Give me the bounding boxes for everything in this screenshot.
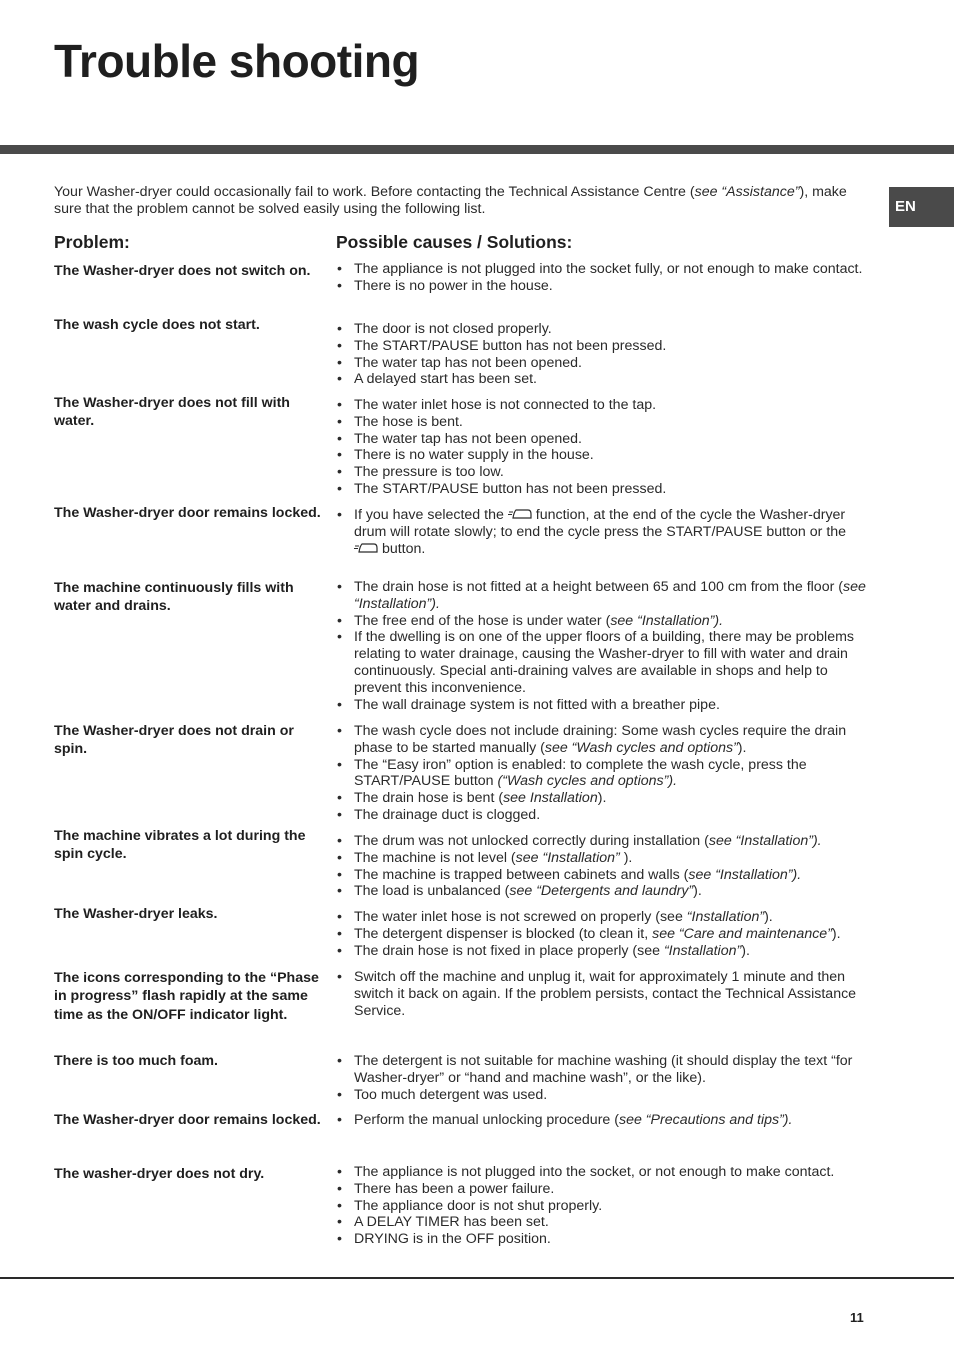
- solution-text: ).: [619, 849, 633, 866]
- solution-item: [336, 579, 872, 613]
- solution-text: The START/PAUSE button has not been pressed.: [354, 480, 667, 497]
- solution-item: [336, 261, 872, 278]
- problem-text: The Washer-dryer does not switch on.: [54, 263, 311, 279]
- intro-text: [54, 184, 854, 218]
- easy-iron-icon: [508, 508, 532, 520]
- solution-text: A delayed start has been set.: [354, 371, 537, 388]
- solution-list: [336, 397, 872, 498]
- solution-item: [336, 909, 872, 926]
- solution-text: The detergent is not suitable for machine washing (it should display the text “for Washer-dryer” or “hand and machine wash”, or the like).: [354, 1053, 853, 1086]
- solution-list: [336, 1053, 872, 1103]
- solution-item: [336, 833, 872, 850]
- solution-text: There is no power in the house.: [354, 277, 553, 294]
- solution-item: [336, 1181, 872, 1198]
- solution-text: button.: [378, 540, 426, 557]
- solution-item: [336, 278, 872, 295]
- solution-item: [336, 1053, 872, 1087]
- problem-text: The machine vibrates a lot during the spin cycle.: [54, 828, 306, 863]
- solution-item: [336, 1231, 872, 1248]
- solution-item: [336, 355, 872, 372]
- solution-text: The hose is bent.: [354, 413, 463, 430]
- solution-text: The water tap has not been opened.: [354, 430, 582, 447]
- solution-text: ).: [764, 909, 773, 925]
- solution-item: [336, 757, 872, 791]
- header-rule: [0, 145, 954, 154]
- solution-text: If you have selected the: [354, 507, 508, 523]
- solution-item: [336, 1164, 872, 1181]
- reference-text: see “Installation”: [515, 849, 620, 866]
- problem-text: The Washer-dryer does not drain or spin.: [54, 723, 294, 758]
- reference-text: see “Precautions and tips”).: [618, 1112, 793, 1128]
- solution-text: The water inlet hose is not connected to the tap.: [354, 397, 657, 413]
- solution-text: Too much detergent was used.: [354, 1086, 548, 1103]
- page-title: Trouble shooting: [54, 35, 420, 87]
- solution-text: The appliance is not plugged into the socket fully, or not enough to make contact.: [354, 261, 863, 277]
- solution-text: The machine is trapped between cabinets and walls (: [354, 866, 689, 883]
- solution-text: function, at the end of the cycle the Washer-dryer drum will rotate slowly; to end the cycle press the START/PAUSE button or the: [354, 507, 847, 540]
- solution-text: If the dwelling is on one of the upper floors of a building, there may be problems relating to water drainage, causing the Washer-dryer to fill with water and drain continuously. Special anti-draining valves are available in shops and help to prevent this inconvenience.: [354, 629, 855, 696]
- solution-text: The water inlet hose is not screwed on properly (see: [354, 909, 687, 925]
- solution-list: [336, 723, 872, 824]
- solution-text: ).: [693, 883, 702, 900]
- solution-item: [336, 969, 872, 1019]
- solution-text: The pressure is too low.: [354, 464, 504, 481]
- problem-text: The Washer-dryer door remains locked.: [54, 1112, 321, 1128]
- solution-text: The drain hose is not fixed in place properly (see: [354, 942, 664, 959]
- solution-item: [336, 414, 872, 431]
- solution-item: [336, 447, 872, 464]
- solution-text: DRYING is in the OFF position.: [354, 1231, 551, 1248]
- solution-item: [336, 371, 872, 388]
- solution-item: [336, 431, 872, 448]
- reference-text: see “Installation”).: [354, 579, 866, 612]
- problem-text: The washer-dryer does not dry.: [54, 1166, 265, 1182]
- intro-after: ), make sure that the problem cannot be solved easily using the following list.: [54, 184, 847, 217]
- page-number: 11: [850, 1310, 864, 1325]
- solution-text: The “Easy iron” option is enabled: to complete the wash cycle, press the START/PAUSE button: [354, 756, 807, 790]
- problem-header: Problem:: [54, 232, 130, 252]
- solution-text: The appliance door is not shut properly.: [354, 1197, 603, 1214]
- solution-item: [336, 629, 872, 696]
- problem-text: The Washer-dryer door remains locked.: [54, 505, 321, 521]
- reference-text: “Installation”: [663, 942, 742, 959]
- solution-text: A DELAY TIMER has been set.: [354, 1214, 549, 1231]
- solution-text: The wash cycle does not include draining: Some wash cycles require the drain phase to be started manually (: [354, 723, 847, 756]
- solution-item: [336, 1198, 872, 1215]
- solution-list: [336, 261, 872, 295]
- solution-item: [336, 850, 872, 867]
- solution-text: The appliance is not plugged into the socket, or not enough to make contact.: [354, 1164, 835, 1180]
- solution-text: The machine is not level (: [354, 849, 516, 866]
- problem-text: The icons corresponding to the “Phase in progress” flash rapidly at the same time as the ON/OFF indicator light.: [54, 970, 319, 1023]
- reference-text: see “Installation”).: [688, 866, 802, 883]
- solution-text: The wall drainage system is not fitted with a breather pipe.: [354, 696, 720, 713]
- solution-item: [336, 943, 872, 960]
- solution-text: The load is unbalanced (: [354, 883, 510, 900]
- solution-item: [336, 723, 872, 757]
- reference-text: “Installation”: [686, 909, 765, 925]
- reference-text: see “Installation”).: [610, 612, 724, 629]
- easy-iron-icon: [354, 542, 378, 554]
- problem-text: The Washer-dryer does not fill with water.: [54, 395, 290, 430]
- problem-text: The Washer-dryer leaks.: [54, 906, 218, 922]
- solution-text: There has been a power failure.: [354, 1180, 555, 1197]
- causes-header: Possible causes / Solutions:: [336, 232, 573, 252]
- solution-list: [336, 969, 872, 1019]
- solution-text: The free end of the hose is under water (: [354, 612, 611, 629]
- solution-list: [336, 321, 872, 388]
- reference-text: see Installation: [503, 790, 598, 807]
- solution-text: The drain hose is not fitted at a height between 65 and 100 cm from the floor (: [354, 579, 843, 595]
- solution-item: [336, 338, 872, 355]
- language-tab: EN: [889, 187, 954, 227]
- solution-item: [336, 1087, 872, 1104]
- reference-text: (“Wash cycles and options”).: [497, 773, 678, 790]
- solution-item: [336, 507, 872, 557]
- solution-list: [336, 579, 872, 713]
- solution-item: [336, 321, 872, 338]
- solution-text: The drum was not unlocked correctly during installation (: [354, 833, 709, 849]
- problem-text: The machine continuously fills with water and drains.: [54, 580, 294, 615]
- solution-text: ).: [737, 739, 747, 756]
- reference-text: see “Detergents and laundry”: [509, 883, 694, 900]
- reference-text: see “Care and maintenance”: [652, 925, 832, 942]
- solution-item: [336, 1214, 872, 1231]
- footer-rule: [0, 1277, 954, 1279]
- solution-text: The drain hose is bent (: [354, 790, 504, 807]
- intro-before: Your Washer-dryer could occasionally fail to work. Before contacting the Technical Assistance Centre (: [54, 184, 695, 200]
- solution-item: [336, 883, 872, 900]
- solution-text: The water tap has not been opened.: [354, 354, 582, 371]
- problem-text: The wash cycle does not start.: [54, 317, 260, 333]
- reference-text: see “Wash cycles and options”: [544, 739, 738, 756]
- solution-text: ).: [831, 925, 841, 942]
- solution-item: [336, 613, 872, 630]
- solution-list: [336, 507, 872, 557]
- solution-list: [336, 909, 872, 959]
- solution-item: [336, 867, 872, 884]
- solution-list: [336, 1112, 872, 1129]
- solution-item: [336, 697, 872, 714]
- solution-text: ).: [597, 790, 607, 807]
- solution-text: The detergent dispenser is blocked (to clean it,: [354, 925, 653, 942]
- solution-text: The door is not closed properly.: [354, 321, 552, 337]
- problem-text: There is too much foam.: [54, 1053, 218, 1069]
- solution-list: [336, 1164, 872, 1248]
- solution-text: Perform the manual unlocking procedure (: [354, 1112, 619, 1128]
- solution-item: [336, 397, 872, 414]
- solution-item: [336, 464, 872, 481]
- solution-text: There is no water supply in the house.: [354, 447, 594, 464]
- solution-list: [336, 833, 872, 900]
- reference-text: see “Installation”).: [708, 833, 822, 849]
- solution-item: [336, 790, 872, 807]
- solution-item: [336, 1112, 872, 1129]
- solution-text: Switch off the machine and unplug it, wait for approximately 1 minute and then switch it back on again. If the problem persists, contact the Technical Assistance Service.: [354, 969, 857, 1019]
- solution-text: The START/PAUSE button has not been pressed.: [354, 337, 667, 354]
- solution-item: [336, 807, 872, 824]
- solution-item: [336, 481, 872, 498]
- solution-item: [336, 926, 872, 943]
- solution-text: ).: [741, 942, 750, 959]
- intro-ref: see “Assistance”: [694, 184, 800, 200]
- solution-text: The drainage duct is clogged.: [354, 806, 541, 823]
